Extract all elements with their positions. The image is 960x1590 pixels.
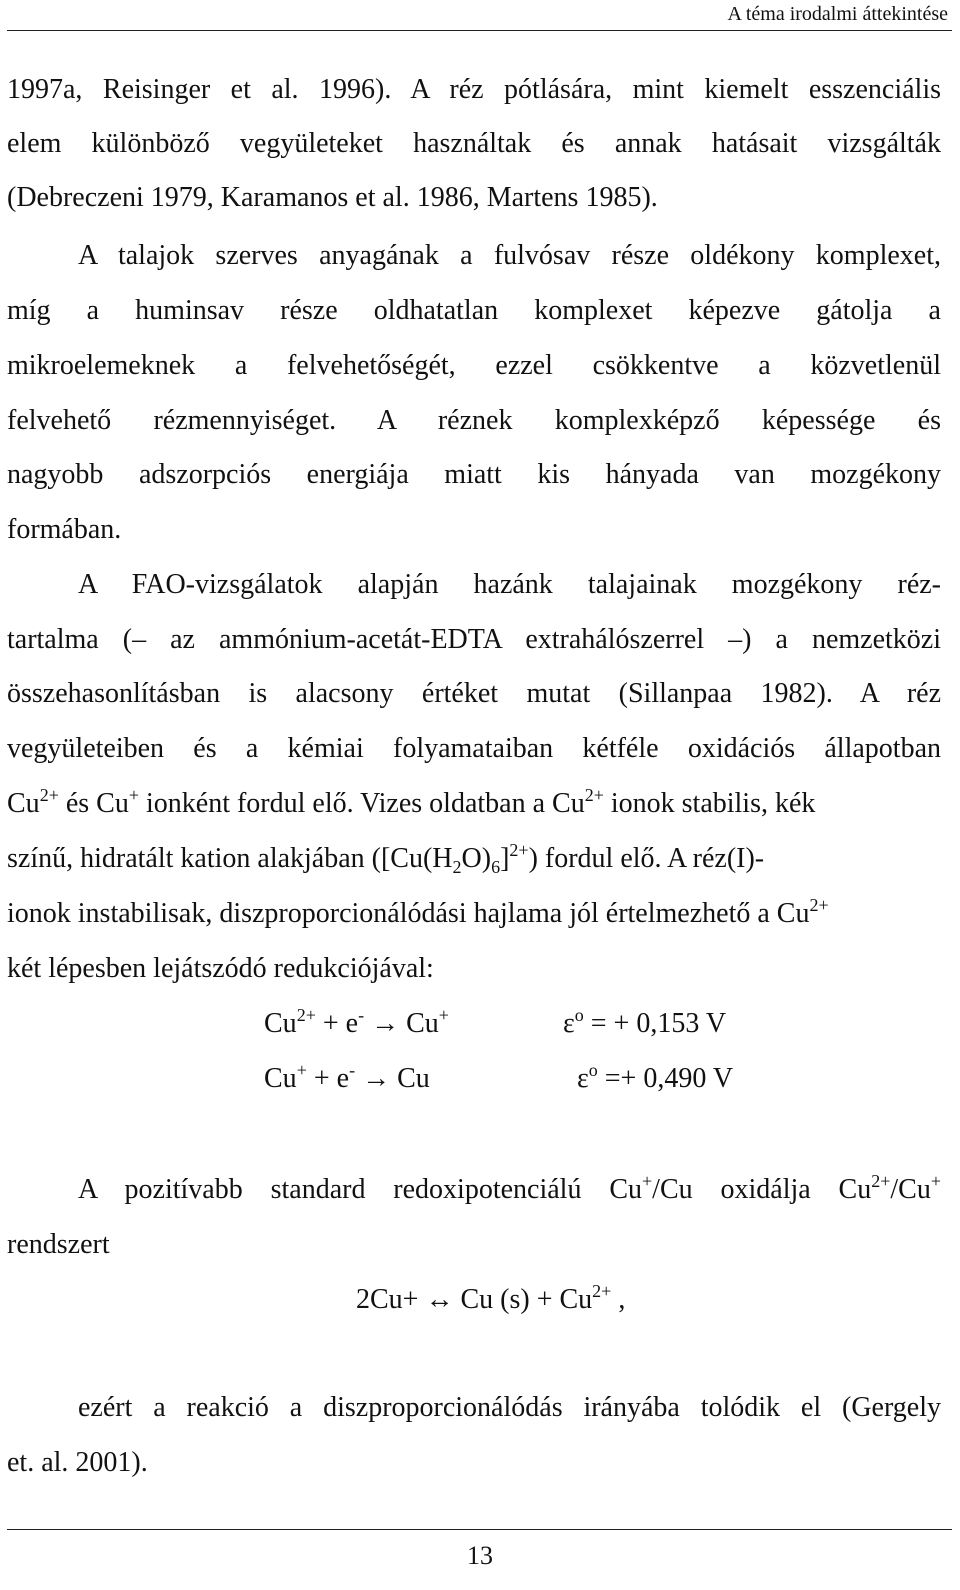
paragraph-line: formában. bbox=[7, 514, 122, 545]
reaction-arrow-icon: → bbox=[364, 1008, 407, 1039]
paragraph-line: rendszert bbox=[7, 1229, 110, 1260]
running-header: A téma irodalmi áttekintése bbox=[727, 3, 948, 25]
paragraph-line: $Cu^{2+}$ és Cu+ ionként fordul elő. Vizes oldatban a $Cu^{2+}$ ionok stabilis, kék bbox=[7, 785, 816, 819]
paragraph-line: ionok instabilisak, diszproporcionálódási hajlama jól értelmezhető a $Cu^{2+}$ bbox=[7, 895, 829, 929]
paragraph-line: két lépesben lejátszódó redukciójával: bbox=[7, 953, 434, 984]
paragraph-line: elem különböző vegyületeket használtak és annak hatásait vizsgálták bbox=[7, 128, 941, 159]
paragraph-line: míg a huminsav része oldhatatlan komplexet képezve gátolja a bbox=[7, 295, 941, 326]
paragraph-line: tartalma (– az ammónium-acetát-EDTA extrahálószerrel –) a nemzetközi bbox=[7, 624, 941, 655]
paragraph-line: ezért a reakció a diszproporcionálódás irányába tolódik el (Gergely bbox=[78, 1392, 941, 1423]
paragraph-line: felvehető rézmennyiséget. A réznek komplexképző képessége és bbox=[7, 405, 941, 436]
equation-1-reaction: $Cu^{2+} + e^- \to Cu^+$ bbox=[264, 1005, 449, 1039]
paragraph-line: összehasonlításban is alacsony értéket mutat (Sillanpaa 1982). A réz bbox=[7, 678, 941, 709]
paragraph-line: mikroelemeknek a felvehetőségét, ezzel csökkentve a közvetlenül bbox=[7, 350, 941, 381]
paragraph-line: vegyületeiben és a kémiai folyamataiban kétféle oxidációs állapotban bbox=[7, 733, 941, 764]
footer-divider bbox=[7, 1529, 952, 1530]
paragraph-line: A pozitívabb standard redoxipotenciálú Cu+/Cu oxidálja $Cu^{2+}/Cu^+$ bbox=[78, 1171, 942, 1205]
equation-2-reaction: Cu+ + e- → Cu bbox=[264, 1060, 430, 1094]
equation-1-potential: $\varepsilon^o$ = + 0,153 V bbox=[563, 1005, 727, 1039]
paragraph-line: színű, hidratált kation alakjában $([Cu(H_2O)_6]^{2+})$ fordul elő. A réz(I)- bbox=[7, 840, 765, 877]
paragraph-line: (Debreczeni 1979, Karamanos et al. 1986, Martens 1985). bbox=[7, 182, 658, 213]
paragraph-line: A FAO-vizsgálatok alapján hazánk talajainak mozgékony réz- bbox=[78, 569, 941, 600]
paragraph-line: nagyobb adszorpciós energiája miatt kis hányada van mozgékony bbox=[7, 459, 941, 490]
equation-2-potential: $\varepsilon^o =+ 0,490$ V bbox=[577, 1060, 734, 1094]
header-divider bbox=[7, 30, 952, 31]
reaction-arrow-icon: → bbox=[355, 1063, 398, 1094]
paragraph-line: et. al. 2001). bbox=[7, 1447, 148, 1478]
paragraph-line: 1997a, Reisinger et al. 1996). A réz pótlására, mint kiemelt esszenciális bbox=[7, 74, 941, 105]
equation-3: 2Cu+ ↔ Cu $(s) + Cu^{2+}$ , bbox=[356, 1281, 626, 1315]
paragraph-line: A talajok szerves anyagának a fulvósav része oldékony komplexet, bbox=[78, 240, 941, 271]
page-number: 13 bbox=[467, 1541, 493, 1570]
